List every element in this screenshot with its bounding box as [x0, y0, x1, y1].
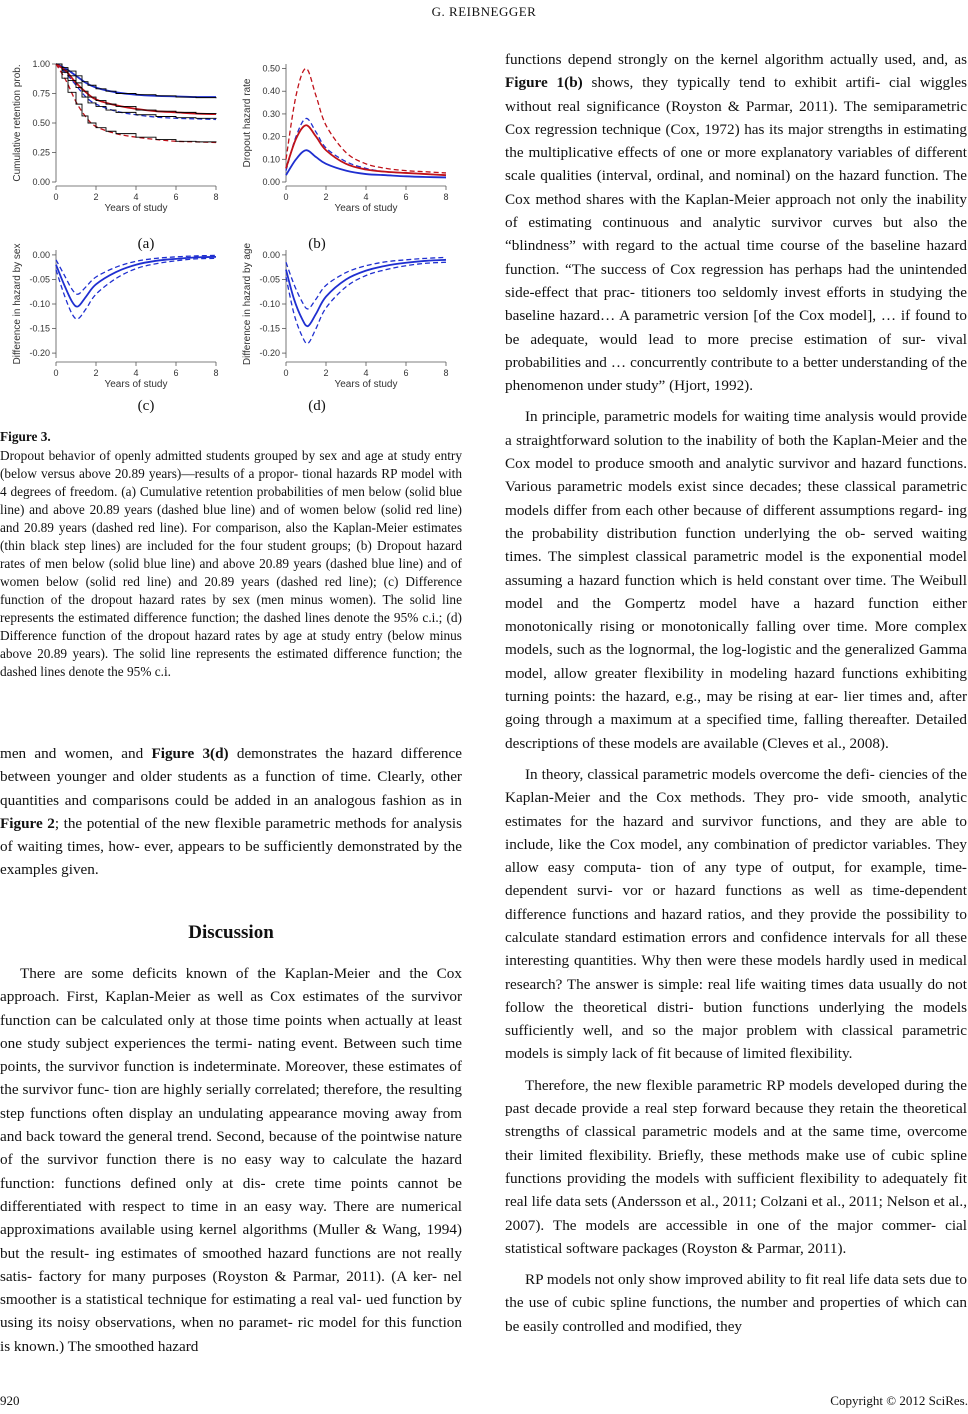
- y-tick-label: 0.00: [32, 249, 50, 260]
- y-axis-title: Cumulative retention prob.: [12, 64, 23, 182]
- left-column-paragraph-2: [0, 962, 462, 1366]
- x-tick-label: 2: [93, 368, 99, 378]
- y-tick-label: 1.00: [32, 59, 50, 69]
- caption-title: Figure 3.: [0, 429, 51, 444]
- y-tick-label: -0.15: [29, 323, 50, 334]
- section-heading-discussion: Discussion: [188, 922, 274, 943]
- figure-reference-3d[interactable]: Figure 3(d): [151, 745, 229, 762]
- y-tick-label: 0.00: [262, 249, 280, 260]
- x-tick-label: 8: [213, 368, 219, 378]
- series-line-1: [56, 64, 216, 119]
- x-tick-label: 6: [403, 192, 409, 202]
- panel-label-d: (d): [308, 398, 326, 414]
- y-tick-label: 0.75: [32, 88, 50, 99]
- text-fragment: ; the potential of the new flexible parametric methods for analysis of waiting times, how- ever, appears to be sufficiently demonstrated by the examples given.: [0, 814, 462, 879]
- y-tick-label: -0.10: [259, 299, 280, 309]
- y-tick-label: 0.50: [32, 118, 50, 128]
- x-tick-label: 2: [93, 192, 99, 202]
- y-tick-label: -0.20: [29, 348, 50, 359]
- text-fragment: demonstrates the hazard difference between younger and older students as a function of time. Clearly, other quantities and comparisons could be added in an analogous fashion as in: [0, 745, 462, 809]
- x-tick-label: 0: [53, 192, 59, 202]
- y-tick-label: 0.10: [262, 154, 280, 165]
- chart-dropout-hazard: [236, 52, 456, 222]
- copyright: Copyright © 2012 SciRes.: [830, 1393, 968, 1408]
- paragraph: There are some deficits known of the Kaplan-Meier and the Cox approach. First, Kaplan-Meier as well as Cox estimates of the survivor function can be calculated only at those time points when actually at least one study subject experiences the termi- nating event. Between such time points, the survivor function is indeterminate. Moreover, these estimates of the survivor func- tion are highly serially correlated; therefore, the resulting step functions often display an undulating appearance moving away from and back toward the general trend. Second, because of the pointwise nature of the survivor function there is no easy way to calculate the hazard function: functions defined only at dis- crete time points cannot be differentiated with respect to time in an easy way. There are numerical approximations available using kernel algorithms (Muller & Wang, 1994) but the result- ing estimates of smoothed hazard functions are not really satis- factory for many purposes (Royston & Parmar, 2011). (A ker- nel smoother is a statistical technique for estimating a real val- ued function by using its noisy observations, when no paramet- ric model for this function is known.) The smoothed hazard: [0, 965, 462, 1355]
- y-axis-title: Difference in hazard by age: [242, 242, 253, 366]
- x-tick-label: 6: [173, 192, 179, 202]
- y-tick-label: 0.25: [32, 147, 50, 158]
- series-line-2: [286, 125, 446, 175]
- x-tick-label: 8: [213, 192, 219, 202]
- chart-cumulative-retention: [6, 52, 226, 222]
- y-axis-title: Difference in hazard by sex: [12, 243, 23, 365]
- y-tick-label: 0.00: [262, 177, 280, 187]
- figure-panel-d: [236, 238, 456, 398]
- x-tick-label: 2: [323, 192, 329, 202]
- x-tick-label: 0: [283, 192, 289, 202]
- x-tick-label: 4: [363, 368, 369, 378]
- x-tick-label: 2: [323, 368, 329, 378]
- series-line-5: [56, 64, 216, 119]
- x-tick-label: 6: [403, 368, 409, 378]
- text-fragment: shows, they typically tend to exhibit artifi- cial wiggles without real significance (Royston & Parmar, 2011). The semiparametric Cox regression technique (Cox, 1972) has its major strengths in estimating the multiplicative effects of one or more explanatory variables of different scale qualities (interval, ordinal, and nominal) on the hazard function. The Cox method shares with the Kaplan-Meier approach not only the inability of estimating continuous and analytic survivor curves but also the “blindness” with regard to the actual time course of the baseline hazard function. “The success of Cox regression has perhaps had the unintended side-effect that prac- titioners too seldomly invest efforts in studying the baseline hazard… A parametric version [of the Cox model], … if found to be adequate, would lead to more precise estimation of sur- vival probabilities and … concurrently contribute to a better understanding of the phenomenon under study” (Hjort, 1992).: [505, 74, 967, 395]
- x-tick-label: 0: [283, 368, 289, 378]
- chart-difference-by-sex: [6, 238, 226, 398]
- y-tick-label: -0.05: [29, 274, 50, 285]
- panel-label-b: (b): [308, 236, 326, 252]
- left-column-paragraph-1: [0, 742, 462, 890]
- y-tick-label: 0.50: [262, 63, 280, 74]
- figure-panel-c: [6, 238, 226, 398]
- panel-label-c: (c): [137, 398, 155, 414]
- series-line-1: [286, 257, 446, 309]
- x-tick-label: 0: [53, 368, 59, 378]
- y-tick-label: -0.20: [259, 348, 280, 359]
- figure-panel-a: [6, 52, 226, 222]
- series-line-2: [286, 262, 446, 343]
- caption-text: Dropout behavior of openly admitted students grouped by sex and age at study entry (below versus above 20.89 years)—results of a propor- tional hazards RP model with 4 degrees of freedom. (a) Cumulative retention probabilities of men below (solid blue line) and above 20.89 years (dashed blue line) and of women below (solid red line) and 20.89 years (dashed red line). For comparison, also the Kaplan-Meier estimates (thin black step lines) are included for the four student groups; (b) Dropout hazard rates of men below (solid blue line) and above 20.89 years (dashed blue line) and of women below (solid red line) and 20.89 years (dashed red line); (c) Difference function of the dropout hazard rates by sex (men minus women). The solid line represents the estimated difference function; the dashed lines denote the 95% c.i.; (d) Difference function of the dropout hazard rates by age at study entry (below minus above 20.89 years). The solid line represents the estimated difference function; the dashed lines denote the 95% c.i.: [0, 448, 462, 679]
- series-line-6: [56, 64, 216, 114]
- panel-label-a: (a): [137, 236, 155, 252]
- paragraph: In theory, classical parametric models overcome the defi- ciencies of the Kaplan-Meier and the Cox methods. They pro- vide smooth, analytic estimates for the hazard and survivor functions, and they are able to include, like the Cox model, any combination of predictor variables. They allow easy computa- tion of any type of output, for example, time-dependent survi- vor or hazard functions as well as time-dependent difference functions and hazard ratios, and they provide the possibility to calculate standard estimation errors and confidence intervals for all these interesting quantities. Why then were these models hardly used in medical research? The answer is simple: real life waiting times data usually do not follow the theoretical distri- bution functions underlying the models sufficiently well, and so the major problem with classical parametric models is simply lack of fit because of limited flexibility.: [505, 765, 967, 1063]
- series-line-0: [286, 260, 446, 326]
- figure-panel-b: [236, 52, 456, 222]
- x-axis-title: Years of study: [104, 203, 168, 214]
- paragraph: RP models not only show improved ability to fit real life data sets due to the use of cubic spline functions, the number and properties of which can be easily controlled and modified, they: [505, 1271, 967, 1335]
- x-tick-label: 4: [133, 192, 139, 202]
- y-tick-label: 0.00: [32, 177, 50, 187]
- y-tick-label: 0.30: [262, 108, 280, 119]
- x-tick-label: 8: [443, 192, 449, 202]
- x-axis-title: Years of study: [334, 203, 398, 214]
- figure-reference-2[interactable]: Figure 2: [0, 814, 55, 832]
- y-tick-label: -0.10: [29, 299, 50, 309]
- series-line-4: [56, 64, 216, 98]
- right-column: [505, 48, 967, 1346]
- series-line-0: [56, 257, 216, 307]
- x-tick-label: 6: [173, 368, 179, 378]
- x-tick-label: 4: [363, 192, 369, 202]
- chart-difference-by-age: [236, 238, 456, 398]
- series-line-1: [56, 255, 216, 294]
- x-tick-label: 8: [443, 368, 449, 378]
- paragraph: Therefore, the new flexible parametric RP models developed during the past decade provide a real step forward because they retain the theoretical strengths of classical parametric models and at the same time, overcome their limited flexibility. Briefly, these methods make use of cubic spline functions providing the models with sufficient flexibility to adequately fit real life data sets (Andersson et al., 2011; Colzani et al., 2011; Nelson et al., 2007). The models are accessible in one of the major commer- cial statistical software packages (Royston & Parmar, 2011).: [505, 1076, 967, 1257]
- figure-caption: [0, 428, 462, 681]
- x-tick-label: 4: [133, 368, 139, 378]
- x-axis-title: Years of study: [334, 379, 398, 390]
- page-number: 920: [0, 1393, 20, 1408]
- y-tick-label: -0.05: [259, 274, 280, 285]
- y-tick-label: -0.15: [259, 323, 280, 334]
- series-line-2: [56, 258, 216, 319]
- paragraph: In principle, parametric models for waiting time analysis would provide a straightforward solution to the inability of both the Kaplan-Meier and the Cox model to produce smooth and analytic survivor and hazard functions. Various parametric models exist since decades; these classical parametric models differ from each other because of different assumptions regard- ing the probability distribution function underlying the ob- served waiting times. The simplest classical parametric model is the exponential model assuming a hazard function which is held constant over time. The Weibull model and the Gompertz model have a hazard function either monotonically rising or monotonically falling over time. More complex models, such as the lognormal, the log-logistic and the generalized Gamma model, allow greater flexibility in modeling hazard functions exhibiting turning points: the hazard, e.g., may be rising at ear- lier times and, after going through a maximum at a specified time, falling thereafter. Detailed descriptions of these models are available (Cleves et al., 2008).: [505, 408, 967, 752]
- y-tick-label: 0.20: [262, 131, 280, 142]
- series-line-3: [286, 69, 446, 173]
- text-fragment: functions depend strongly on the kernel algorithm actually used, and, as: [505, 51, 967, 68]
- text-fragment: men and women, and: [0, 745, 152, 762]
- figure-reference-1b[interactable]: Figure 1(b): [505, 74, 583, 92]
- running-head: G. REIBNEGGER: [431, 4, 537, 19]
- series-line-0: [56, 64, 216, 97]
- x-axis-title: Years of study: [104, 379, 168, 390]
- y-tick-label: 0.40: [262, 86, 280, 97]
- y-axis-title: Dropout hazard rate: [242, 78, 253, 168]
- axes: [32, 59, 218, 202]
